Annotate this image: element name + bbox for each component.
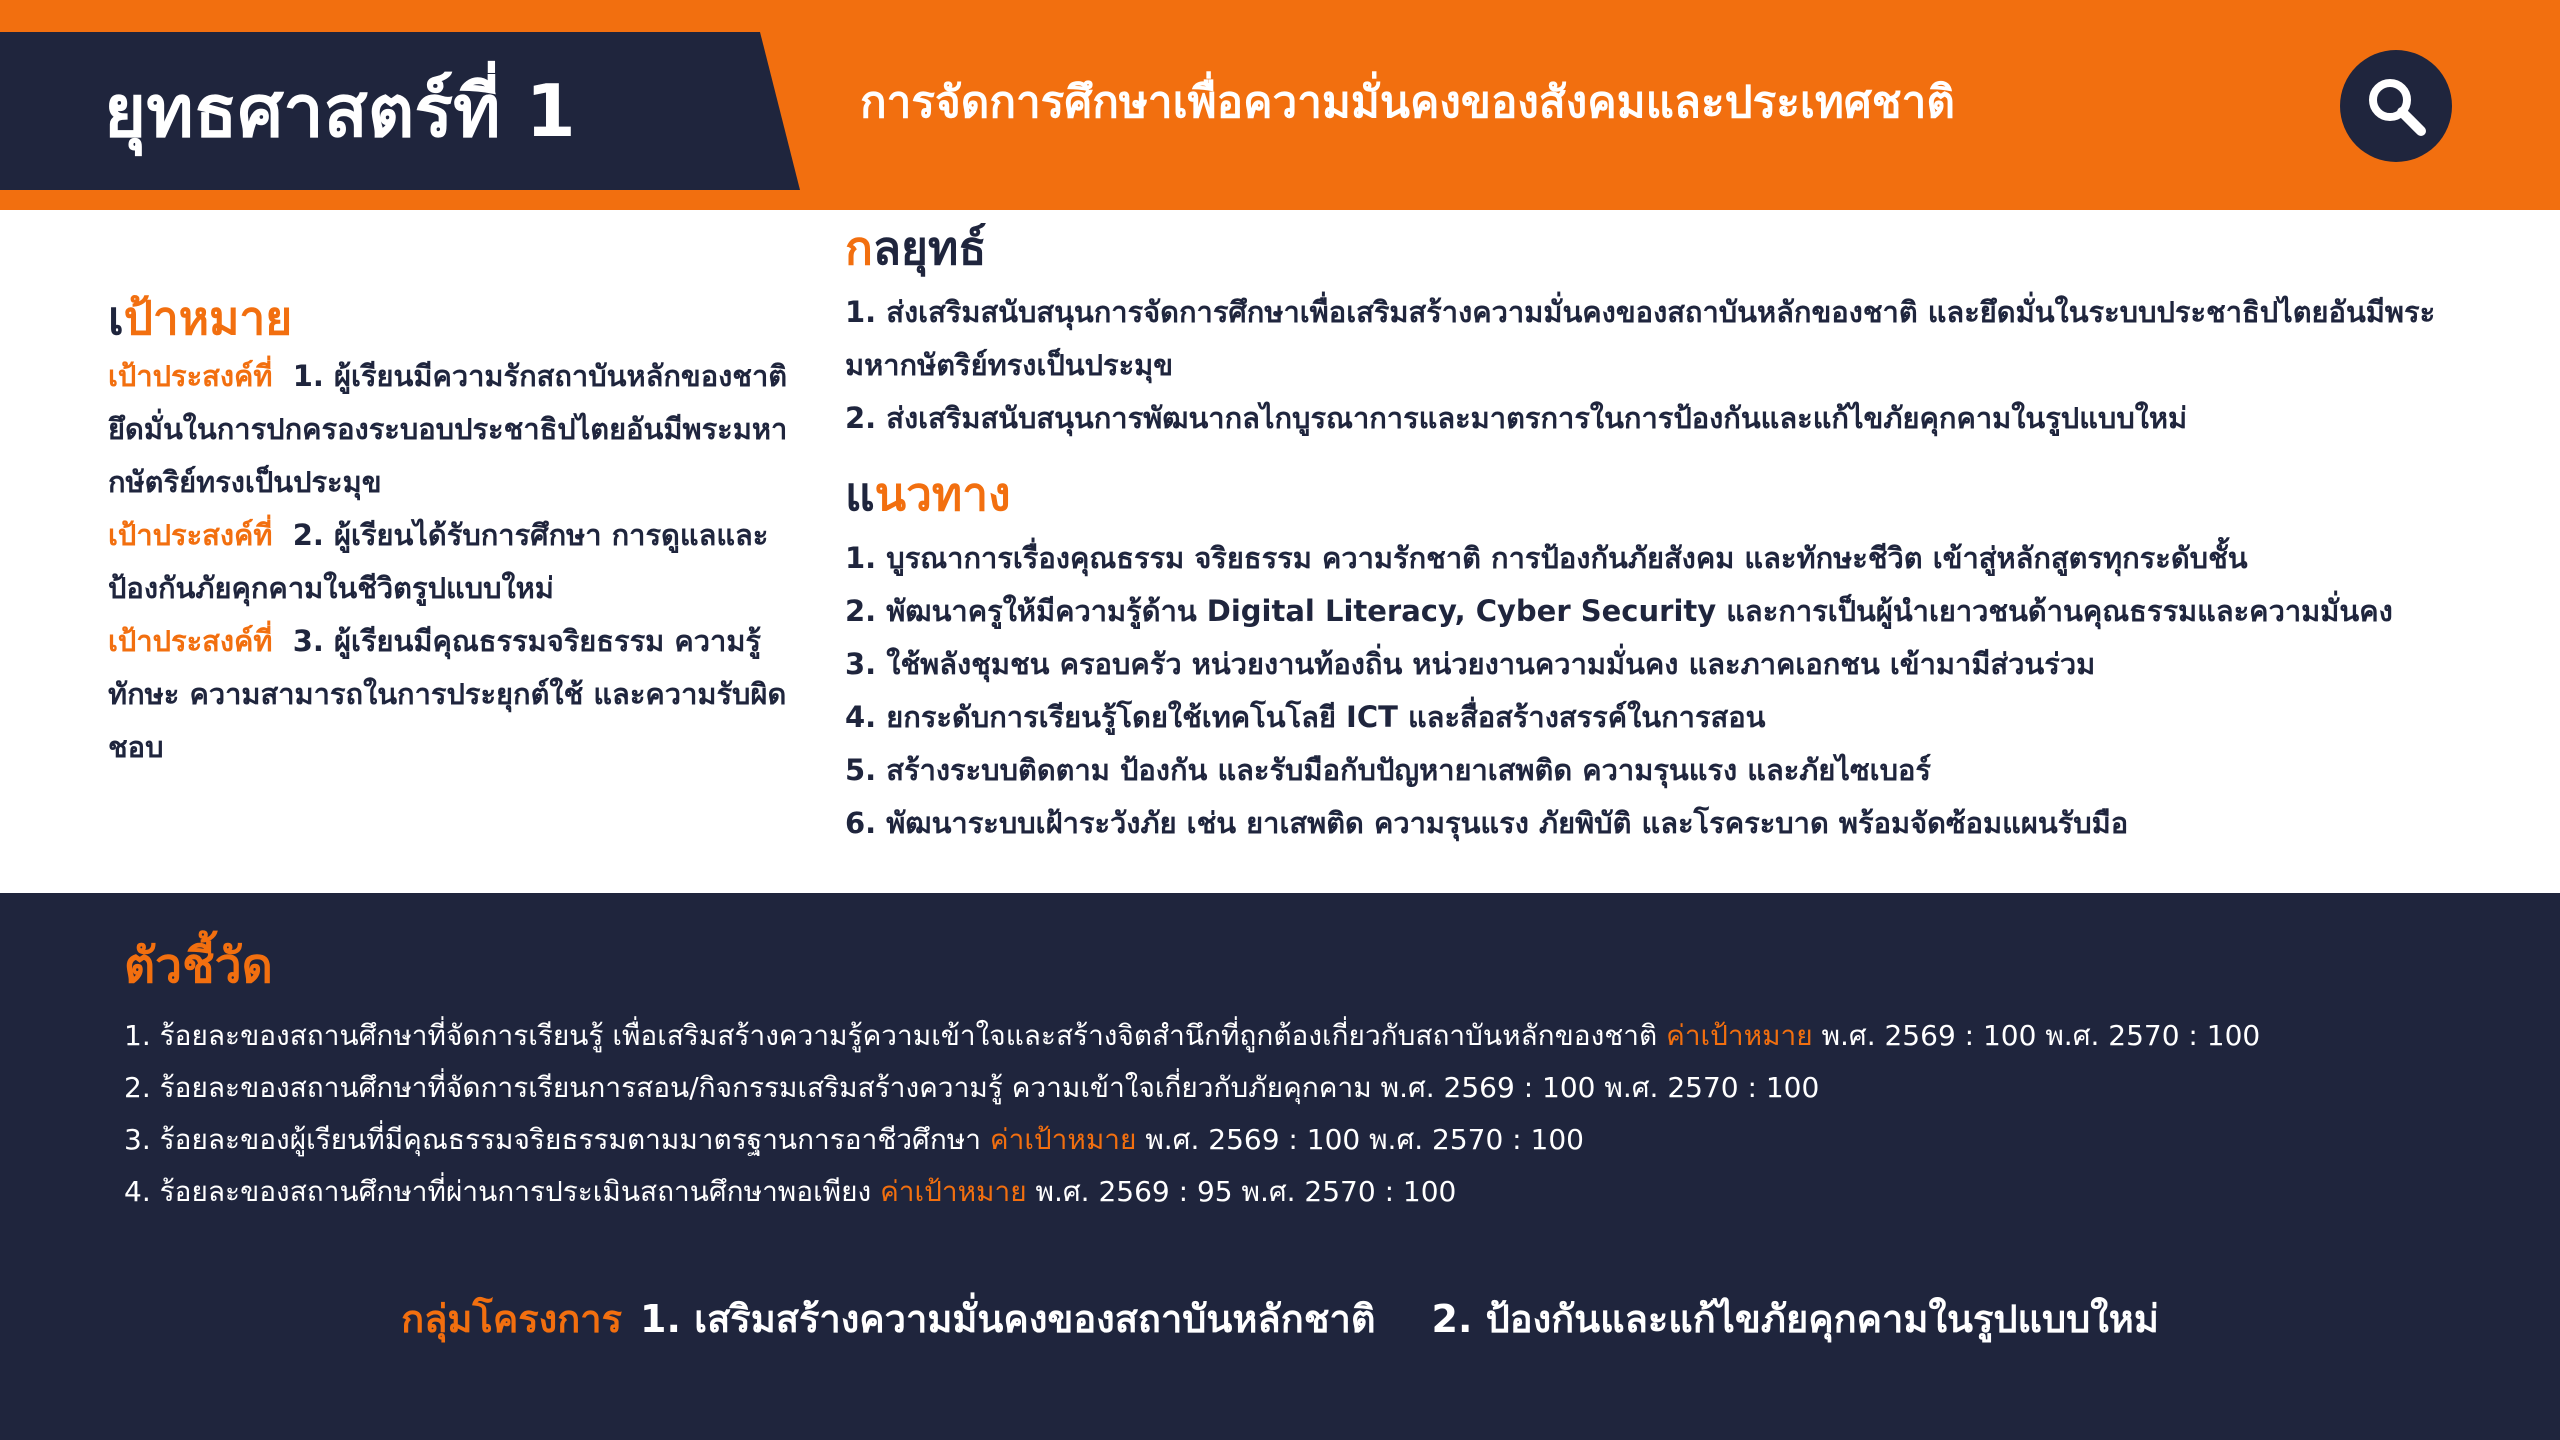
page-subtitle: การจัดการศึกษาเพื่อความมั่นคงของสังคมและประเทศชาติ [860,77,1955,128]
indicator-text: 4. ร้อยละของสถานศึกษาที่ผ่านการประเมินสถานศึกษาพอเพียง [124,1175,872,1208]
goal-heading-initial: เ [108,291,124,345]
strategy-item: 2. ส่งเสริมสนับสนุนการพัฒนากลไกบูรณาการและมาตรการในการป้องกันและแก้ไขภัยคุกคามในรูปแบบใหม่ [845,401,2188,435]
goal-item-label: เป้าประสงค์ที่ [108,624,273,658]
goal-item [108,350,788,509]
goal-item-text: 2. ผู้เรียนได้รับการศึกษา การดูแลและป้องกันภัยคุกคามในชีวิตรูปแบบใหม่ [108,518,769,605]
indicator-target-label: ค่าเป้าหมาย [989,1123,1137,1156]
goal-list [108,350,788,774]
search-icon [2364,74,2428,138]
strategy-heading-initial: ก [845,221,873,275]
strategy-heading-rest: ลยุทธ์ [872,221,987,275]
indicator-values: พ.ศ. 2569 : 95 พ.ศ. 2570 : 100 [1035,1175,1457,1208]
indicator-item [124,1166,2424,1218]
approach-heading-rest: นวทาง [874,467,1011,521]
approach-item: 5. สร้างระบบติดตาม ป้องกัน และรับมือกับปัญหายาเสพติด ความรุนแรง และภัยไซเบอร์ [845,753,1931,787]
indicator-item [124,1114,2424,1166]
page-title: ยุทธศาสตร์ที่ 1 [104,69,576,153]
indicator-target-label: ค่าเป้าหมาย [880,1175,1027,1208]
approach-heading-initial: แ [845,467,875,521]
goal-heading [108,282,292,355]
project-groups-label: กลุ่มโครงการ [401,1297,622,1341]
approach-item: 2. พัฒนาครูให้มีความรู้ด้าน Digital Literacy, Cyber Security และการเป็นผู้นำเยาวชนด้านคุณธรรมและความมั่นคง [845,594,2393,628]
approach-item: 6. พัฒนาระบบเฝ้าระวังภัย เช่น ยาเสพติด ความรุนแรง ภัยพิบัติ และโรคระบาด พร้อมจัดซ้อมแผนรับมือ [845,806,2129,840]
project-group-item: 1. เสริมสร้างความมั่นคงของสถาบันหลักชาติ [640,1297,1376,1341]
indicator-text: 2. ร้อยละของสถานศึกษาที่จัดการเรียนการสอน/กิจกรรมเสริมสร้างความรู้ ความเข้าใจเกี่ยวกับภัยคุกคาม [124,1071,1372,1104]
goal-item [108,615,788,774]
strategy-heading [845,212,986,285]
indicator-values: พ.ศ. 2569 : 100 พ.ศ. 2570 : 100 [1821,1019,2261,1052]
project-group-item: 2. ป้องกันและแก้ไขภัยคุกคามในรูปแบบใหม่ [1431,1297,2159,1341]
indicator-text: 3. ร้อยละของผู้เรียนที่มีคุณธรรมจริยธรรมตามมาตรฐานการอาชีวศึกษา [124,1123,981,1156]
goal-item-text: 3. ผู้เรียนมีคุณธรรมจริยธรรม ความรู้ ทักษะ ความสามารถในการประยุกต์ใช้ และความรับผิดชอบ [108,624,787,764]
approach-item: 4. ยกระดับการเรียนรู้โดยใช้เทคโนโลยี ICT และสื่อสร้างสรรค์ในการสอน [845,700,1766,734]
strategy-item: 1. ส่งเสริมสนับสนุนการจัดการศึกษาเพื่อเสริมสร้างความมั่นคงของสถาบันหลักของชาติ และยึดมั่นในระบบประชาธิปไตยอันมีพระมหากษัตริย์ทรงเป็นประมุข [845,295,2436,382]
indicators-heading: ตัวชี้วัด [124,938,273,994]
indicators-list [124,1010,2424,1218]
approach-heading [845,458,1011,531]
goal-item-label: เป้าประสงค์ที่ [108,359,273,393]
goal-item-text: 1. ผู้เรียนมีความรักสถาบันหลักของชาติ ยึดมั่นในการปกครองระบอบประชาธิปไตยอันมีพระมหากษัตริย์ทรงเป็นประมุข [108,359,788,499]
goal-heading-rest: ป้าหมาย [123,291,293,345]
indicator-item [124,1062,2424,1114]
project-groups [0,1288,2560,1349]
indicator-target-label: ค่าเป้าหมาย [1666,1019,1813,1052]
goal-item [108,509,788,615]
indicator-text: 1. ร้อยละของสถานศึกษาที่จัดการเรียนรู้ เพื่อเสริมสร้างความรู้ความเข้าใจและสร้างจิตสำนึกที่ถูกต้องเกี่ยวกับสถาบันหลักของชาติ [124,1019,1658,1052]
goal-item-label: เป้าประสงค์ที่ [108,518,273,552]
search-button[interactable] [2340,50,2452,162]
approach-list [845,532,2445,850]
indicator-values: พ.ศ. 2569 : 100 พ.ศ. 2570 : 100 [1145,1123,1584,1156]
strategy-list [845,286,2445,445]
approach-item: 1. บูรณาการเรื่องคุณธรรม จริยธรรม ความรักชาติ การป้องกันภัยสังคม และทักษะชีวิต เข้าสู่หลักสูตรทุกระดับชั้น [845,541,2248,575]
indicator-item [124,1010,2424,1062]
indicator-values: พ.ศ. 2569 : 100 พ.ศ. 2570 : 100 [1380,1071,1820,1104]
approach-item: 3. ใช้พลังชุมชน ครอบครัว หน่วยงานท้องถิ่น หน่วยงานความมั่นคง และภาคเอกชน เข้ามามีส่วนร่วม [845,647,2096,681]
